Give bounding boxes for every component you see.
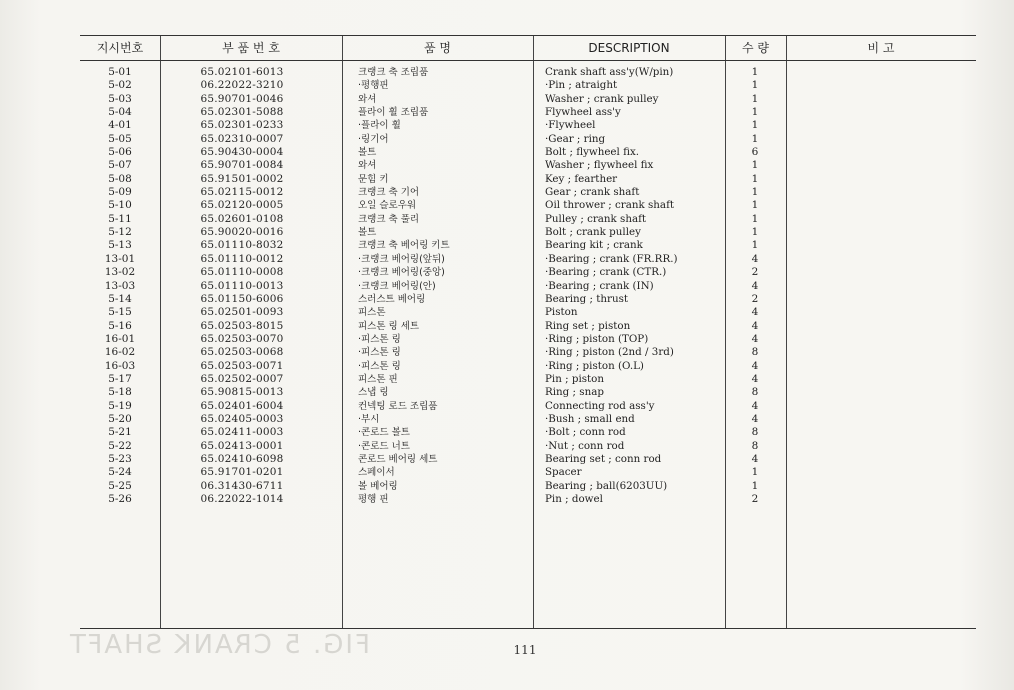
- korean-name-cell: ·부시: [358, 413, 380, 425]
- part-number-cell: 65.91501-0002: [200, 172, 284, 185]
- korean-name-cell: 컨넥팅 로드 조립품: [358, 400, 438, 412]
- description-cell: ·Gear ; ring: [545, 132, 606, 145]
- part-number-cell: 06.22022-3210: [200, 79, 284, 92]
- part-number-cell: 65.91701-0201: [200, 466, 284, 479]
- index-cell: 5-01: [108, 66, 132, 78]
- index-cell: 5-05: [108, 132, 132, 145]
- description-cell: Bearing kit ; crank: [545, 239, 643, 252]
- korean-name-cell: ·피스톤 링: [358, 347, 401, 359]
- table-row: [80, 293, 976, 306]
- table-row: [80, 133, 976, 146]
- korean-name-cell: 크랭크 축 베어링 키트: [358, 240, 450, 252]
- index-cell: 5-03: [108, 92, 132, 105]
- header-qty: 수 량: [742, 41, 769, 55]
- quantity-cell: 4: [751, 399, 759, 412]
- table-row: [80, 66, 976, 79]
- page-number: 111: [513, 643, 537, 657]
- part-number-cell: 65.02120-0005: [200, 199, 284, 212]
- korean-name-cell: 피스톤 핀: [358, 373, 398, 385]
- header-name: 품 명: [424, 41, 451, 55]
- part-number-cell: 65.02401-6004: [200, 399, 284, 412]
- table-row: [80, 306, 976, 319]
- header-divider: [80, 60, 976, 61]
- quantity-cell: 8: [751, 346, 759, 359]
- description-cell: Key ; fearther: [545, 172, 618, 185]
- quantity-cell: 1: [751, 106, 759, 119]
- korean-name-cell: 와셔: [358, 93, 377, 105]
- index-cell: 13-02: [104, 266, 136, 279]
- part-number-cell: 65.02503-0071: [200, 359, 284, 372]
- index-cell: 5-16: [108, 319, 132, 332]
- table-row: [80, 493, 976, 506]
- index-cell: 5-08: [108, 172, 132, 185]
- index-cell: 5-20: [108, 412, 132, 425]
- index-cell: 5-12: [108, 226, 132, 239]
- part-number-cell: 65.02405-0003: [200, 412, 284, 425]
- part-number-cell: 65.02503-0068: [200, 346, 284, 359]
- part-number-cell: 06.22022-1014: [200, 493, 284, 505]
- table-row: [80, 333, 976, 346]
- quantity-cell: 4: [751, 452, 759, 465]
- quantity-cell: 1: [751, 159, 759, 172]
- description-cell: Crank shaft ass'y(W/pin): [545, 66, 674, 78]
- table-row: [80, 400, 976, 413]
- description-cell: Gear ; crank shaft: [545, 186, 640, 199]
- quantity-cell: 4: [751, 252, 759, 265]
- description-cell: ·Bolt ; conn rod: [545, 426, 626, 439]
- part-number-cell: 65.02301-0233: [200, 119, 284, 132]
- korean-name-cell: 피스톤 링 세트: [358, 320, 420, 332]
- korean-name-cell: ·평행핀: [358, 80, 389, 92]
- table-row: [80, 106, 976, 119]
- index-cell: 5-06: [108, 146, 132, 159]
- description-cell: Washer ; crank pulley: [545, 92, 659, 105]
- index-cell: 5-23: [108, 452, 132, 465]
- korean-name-cell: ·피스톤 링: [358, 333, 401, 345]
- quantity-cell: 1: [751, 92, 759, 105]
- quantity-cell: 4: [751, 372, 759, 385]
- index-cell: 5-26: [108, 493, 132, 505]
- quantity-cell: 1: [751, 119, 759, 132]
- table-row: [80, 386, 976, 399]
- korean-name-cell: 스냅 링: [358, 387, 389, 399]
- table-row: [80, 226, 976, 239]
- quantity-cell: 2: [751, 292, 759, 305]
- quantity-cell: 4: [751, 359, 759, 372]
- korean-name-cell: 피스톤: [358, 307, 386, 319]
- table-row: [80, 413, 976, 426]
- description-cell: Flywheel ass'y: [545, 106, 621, 119]
- korean-name-cell: 와셔: [358, 160, 377, 172]
- description-cell: Ring ; snap: [545, 386, 604, 399]
- parts-table: [80, 35, 976, 629]
- description-cell: Pin ; dowel: [545, 493, 603, 505]
- korean-name-cell: ·크랭크 베어링(앞뒤): [358, 253, 445, 265]
- korean-name-cell: ·피스톤 링: [358, 360, 401, 372]
- table-row: [80, 186, 976, 199]
- part-number-cell: 65.02301-5088: [200, 106, 284, 119]
- korean-name-cell: ·콘로드 너트: [358, 440, 410, 452]
- index-cell: 5-21: [108, 426, 132, 439]
- korean-name-cell: 볼트: [358, 227, 377, 239]
- quantity-cell: 2: [751, 266, 759, 279]
- index-cell: 13-01: [104, 252, 136, 265]
- index-cell: 5-18: [108, 386, 132, 399]
- index-cell: 4-01: [108, 119, 132, 132]
- korean-name-cell: 스러스트 베어링: [358, 293, 426, 305]
- index-cell: 5-22: [108, 439, 132, 452]
- korean-name-cell: ·콘로드 볼트: [358, 427, 410, 439]
- quantity-cell: 8: [751, 439, 759, 452]
- description-cell: ·Ring ; piston (2nd / 3rd): [545, 346, 674, 359]
- description-cell: ·Ring ; piston (TOP): [545, 332, 649, 345]
- description-cell: ·Bearing ; crank (IN): [545, 279, 654, 292]
- korean-name-cell: 콘로드 베어링 세트: [358, 453, 438, 465]
- part-number-cell: 65.02411-0003: [200, 426, 284, 439]
- header-part-no: 부 품 번 호: [222, 41, 280, 55]
- table-row: [80, 440, 976, 453]
- table-row: [80, 173, 976, 186]
- index-cell: 5-14: [108, 292, 132, 305]
- korean-name-cell: ·링기어: [358, 133, 389, 145]
- korean-name-cell: 스페이서: [358, 467, 395, 479]
- quantity-cell: 4: [751, 332, 759, 345]
- index-cell: 5-15: [108, 306, 132, 319]
- part-number-cell: 65.90430-0004: [200, 146, 284, 159]
- index-cell: 5-25: [108, 479, 132, 492]
- description-cell: Ring set ; piston: [545, 319, 631, 332]
- index-cell: 5-24: [108, 466, 132, 479]
- korean-name-cell: 볼트: [358, 147, 377, 159]
- table-row: [80, 426, 976, 439]
- part-number-cell: 65.02310-0007: [200, 132, 284, 145]
- part-number-cell: 65.01110-0013: [200, 279, 284, 292]
- description-cell: Oil thrower ; crank shaft: [545, 199, 675, 212]
- index-cell: 5-02: [108, 79, 132, 92]
- part-number-cell: 65.01110-0012: [200, 252, 284, 265]
- korean-name-cell: 평행 핀: [358, 494, 389, 505]
- description-cell: Piston: [545, 306, 578, 319]
- index-cell: 5-13: [108, 239, 132, 252]
- quantity-cell: 1: [751, 66, 759, 78]
- description-cell: ·Bearing ; crank (FR.RR.): [545, 252, 678, 265]
- part-number-cell: 65.02115-0012: [200, 186, 284, 199]
- table-row: [80, 93, 976, 106]
- table-row: [80, 159, 976, 172]
- description-cell: Pin ; piston: [545, 372, 605, 385]
- description-cell: ·Pin ; atraight: [545, 79, 618, 92]
- part-number-cell: 65.02503-0070: [200, 332, 284, 345]
- table-row: [80, 199, 976, 212]
- part-number-cell: 65.02101-6013: [200, 66, 284, 78]
- korean-name-cell: ·크랭크 베어링(중앙): [358, 267, 445, 279]
- quantity-cell: 4: [751, 279, 759, 292]
- quantity-cell: 4: [751, 306, 759, 319]
- description-cell: ·Bush ; small end: [545, 412, 635, 425]
- quantity-cell: 8: [751, 426, 759, 439]
- index-cell: 5-17: [108, 372, 132, 385]
- quantity-cell: 2: [751, 493, 759, 505]
- table-row: [80, 373, 976, 386]
- table-row: [80, 480, 976, 493]
- part-number-cell: 65.02502-0007: [200, 372, 284, 385]
- part-number-cell: 65.90815-0013: [200, 386, 284, 399]
- table-row: [80, 146, 976, 159]
- quantity-cell: 1: [751, 172, 759, 185]
- description-cell: ·Ring ; piston (O.L): [545, 359, 644, 372]
- description-cell: Bearing set ; conn rod: [545, 452, 662, 465]
- korean-name-cell: 볼 베어링: [358, 480, 398, 492]
- index-cell: 5-09: [108, 186, 132, 199]
- table-row: [80, 346, 976, 359]
- korean-name-cell: 문힘 키: [358, 173, 389, 185]
- korean-name-cell: ·플라이 휠: [358, 120, 401, 132]
- quantity-cell: 1: [751, 466, 759, 479]
- table-row: [80, 79, 976, 92]
- part-number-cell: 65.90020-0016: [200, 226, 284, 239]
- quantity-cell: 1: [751, 186, 759, 199]
- table-row: [80, 320, 976, 333]
- part-number-cell: 65.02503-8015: [200, 319, 284, 332]
- part-number-cell: 65.01150-6006: [200, 292, 284, 305]
- quantity-cell: 1: [751, 79, 759, 92]
- part-number-cell: 65.90701-0046: [200, 92, 284, 105]
- description-cell: Bolt ; crank pulley: [545, 226, 641, 239]
- header-index: 지시번호: [96, 41, 144, 55]
- quantity-cell: 1: [751, 226, 759, 239]
- korean-name-cell: ·크랭크 베어링(안): [358, 280, 436, 292]
- part-number-cell: 65.02413-0001: [200, 439, 284, 452]
- quantity-cell: 8: [751, 386, 759, 399]
- quantity-cell: 1: [751, 132, 759, 145]
- description-cell: ·Bearing ; crank (CTR.): [545, 266, 667, 279]
- quantity-cell: 6: [751, 146, 759, 159]
- description-cell: Bolt ; flywheel fix.: [545, 146, 640, 159]
- index-cell: 5-10: [108, 199, 132, 212]
- table-row: [80, 119, 976, 132]
- table-row: [80, 253, 976, 266]
- korean-name-cell: 크랭크 축 풀리: [358, 213, 420, 225]
- header-remarks: 비 고: [867, 41, 895, 55]
- index-cell: 5-04: [108, 106, 132, 119]
- index-cell: 16-01: [104, 332, 136, 345]
- part-number-cell: 65.90701-0084: [200, 159, 284, 172]
- quantity-cell: 4: [751, 412, 759, 425]
- index-cell: 5-07: [108, 159, 132, 172]
- index-cell: 5-11: [108, 212, 132, 225]
- table-row: [80, 213, 976, 226]
- table-row: [80, 453, 976, 466]
- korean-name-cell: 오일 슬로우워: [358, 200, 417, 212]
- header-description: DESCRIPTION: [588, 41, 670, 55]
- part-number-cell: 65.02410-6098: [200, 452, 284, 465]
- part-number-cell: 65.02601-0108: [200, 212, 284, 225]
- description-cell: Spacer: [545, 466, 582, 479]
- part-number-cell: 65.01110-8032: [200, 239, 284, 252]
- table-row: [80, 280, 976, 293]
- description-cell: Bearing ; ball(6203UU): [545, 479, 668, 492]
- bleed-through-text: FIG. 5 CRANK SHAFT: [67, 630, 370, 660]
- quantity-cell: 4: [751, 319, 759, 332]
- description-cell: ·Flywheel: [545, 119, 596, 132]
- description-cell: ·Nut ; conn rod: [545, 439, 625, 452]
- quantity-cell: 1: [751, 239, 759, 252]
- part-number-cell: 65.02501-0093: [200, 306, 284, 319]
- quantity-cell: 1: [751, 212, 759, 225]
- description-cell: Connecting rod ass'y: [545, 399, 655, 412]
- quantity-cell: 1: [751, 199, 759, 212]
- index-cell: 5-19: [108, 399, 132, 412]
- table-row: [80, 266, 976, 279]
- description-cell: Pulley ; crank shaft: [545, 212, 647, 225]
- index-cell: 16-02: [104, 346, 136, 359]
- part-number-cell: 65.01110-0008: [200, 266, 284, 279]
- table-body: [80, 66, 976, 506]
- index-cell: 16-03: [104, 359, 136, 372]
- quantity-cell: 1: [751, 479, 759, 492]
- korean-name-cell: 플라이 휠 조립품: [358, 107, 429, 119]
- table-row: [80, 360, 976, 373]
- korean-name-cell: 크랭크 축 조립품: [358, 67, 429, 78]
- korean-name-cell: 크랭크 축 기어: [358, 187, 420, 199]
- index-cell: 13-03: [104, 279, 136, 292]
- description-cell: Bearing ; thrust: [545, 292, 628, 305]
- table-row: [80, 466, 976, 479]
- part-number-cell: 06.31430-6711: [200, 479, 284, 492]
- table-row: [80, 239, 976, 252]
- description-cell: Washer ; flywheel fix: [545, 159, 654, 172]
